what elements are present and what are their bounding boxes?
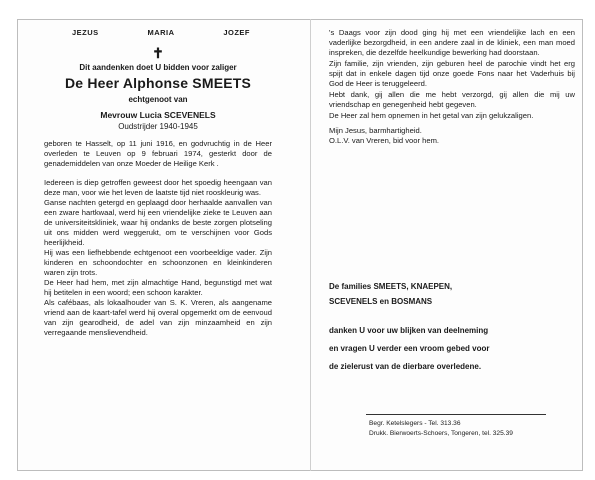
family-paragraph: Zijn familie, zijn vrienden, zijn geburen heel de parochie vindt het erg spijt dat in enkele dagen tijd onze goede Fons naar het Vaderhuis bij God de Heer is teruggeleerd. <box>329 59 575 88</box>
illness-paragraph: Ganse nachten getergd en geplaagd door herhaalde aanvallen van een zware hartkwaal, werd hij een vriendelijke zieke te Leuven aan de universiteitskliniek, waar hij ondanks de beste zorgen plotseling uit ons midden werd weggerukt, om te verschijnen voor Gods heerlijkheid. <box>44 198 272 247</box>
holy-family-names <box>44 28 272 37</box>
thanks-care-paragraph: Hebt dank, gij allen die me hebt verzorgd, gij allen die mij uw vriendschap en genegenheid hebt gegeven. <box>329 90 575 109</box>
husband-paragraph: Hij was een liefhebbende echtgenoot een voorbeeldige vader. Zijn kinderen en schoondochter en schoonzonen en kleinkinderen waren zijn trots. <box>44 248 272 277</box>
last-day-paragraph: 's Daags voor zijn dood ging hij met een vriendelijke lach en een vaderlijke bezorgdheid, in een andere zaal in de kliniek, een man moed inspreken, die dezelfde heelkundige bewerking had doorstaan. <box>329 28 575 57</box>
printer-credit: Drukk. Bierwoerts-Schoers, Tongeren, tel. 325.39 <box>369 430 513 437</box>
footer-divider <box>366 414 546 415</box>
spouse-name: Mevrouw Lucia SCEVENELS <box>100 110 216 120</box>
heaven-paragraph: De Heer zal hem opnemen in het getal van zijn gelukzaligen. <box>329 111 534 120</box>
name-jozef: JOZEF <box>223 28 250 37</box>
invocation-jesus: Mijn Jesus, barmhartigheid. <box>329 126 422 135</box>
prayer-request: Dit aandenken doet U bidden voor zaliger <box>79 63 237 72</box>
funeral-director: Begr. Ketelslegers - Tel. 313.36 <box>369 420 461 427</box>
grief-paragraph: Iedereen is diep getroffen geweest door het spoedig heengaan van deze man, voor wie het leven de laatste tijd niet rooskleurig was. <box>44 178 272 197</box>
cross-icon: ✝ <box>152 45 164 61</box>
families-block <box>329 279 575 309</box>
character-paragraph: De Heer had hem, met zijn almachtige Hand, begunstigd met wat hij betitelen in een woord; een schoon karakter. <box>44 278 272 297</box>
families-line-1: De families SMEETS, KNAEPEN, <box>329 282 453 291</box>
families-line-2: SCEVENELS en BOSMANS <box>329 297 433 306</box>
veteran-note: Oudstrijder 1940-1945 <box>118 122 198 131</box>
thanks-block <box>329 322 575 376</box>
right-panel <box>329 28 575 146</box>
spouse-label: echtgenoot van <box>128 95 188 104</box>
name-jezus: JEZUS <box>72 28 99 37</box>
biography-paragraph: geboren te Hasselt, op 11 juni 1916, en godvruchtig in de Heer overleden te Leuven op 9 februari 1974, gesterkt door de genademiddelen van onze Moeder de Heilige Kerk . <box>44 139 272 168</box>
deceased-name: De Heer Alphonse SMEETS <box>64 75 252 91</box>
thanks-line-3: de zielerust van de dierbare overledene. <box>329 362 482 371</box>
thanks-line-2: en vragen U verder een vroom gebed voor <box>329 344 490 353</box>
cafe-paragraph: Als cafébaas, als lokaalhouder van S. K. Vreren, als aangename vriend aan de kaart-tafel werd hij overal opgemerkt om de eenvoud van zijn gearodheid, de adel van zijn minzaamheid en zijn verregaande menslievendheid. <box>44 298 272 337</box>
left-panel <box>44 28 272 338</box>
thanks-line-1: danken U voor uw blijken van deelneming <box>329 326 489 335</box>
services-block <box>369 419 579 439</box>
card-fold-line <box>310 19 311 471</box>
invocation-mary: O.L.V. van Vreren, bid voor hem. <box>329 136 440 145</box>
name-maria: MARIA <box>147 28 175 37</box>
